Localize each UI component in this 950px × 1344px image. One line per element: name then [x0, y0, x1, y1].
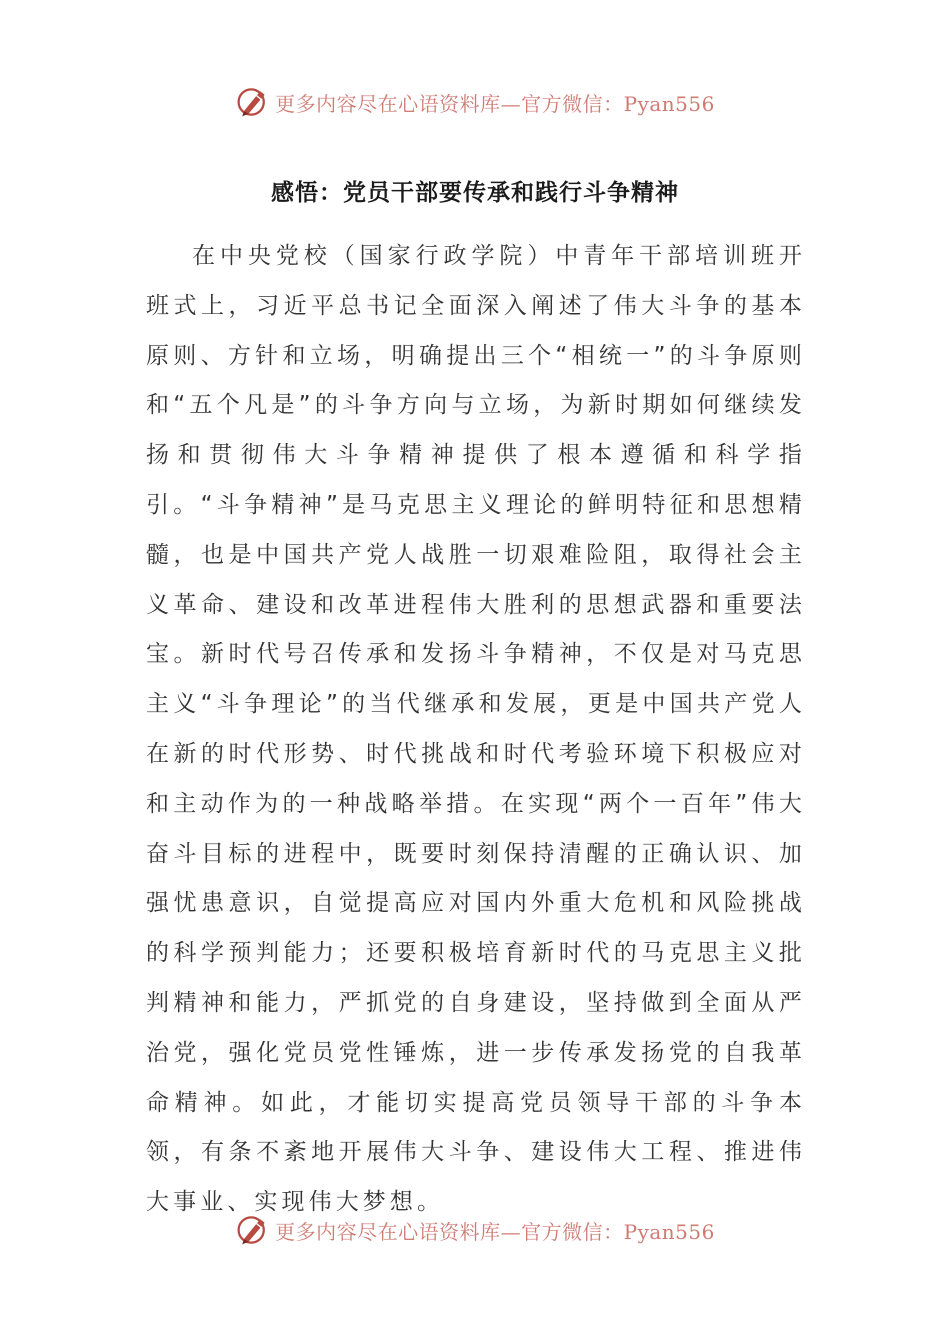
document-title: 感悟：党员干部要传承和践行斗争精神: [271, 180, 679, 206]
header-banner-text: 更多内容尽在心语资料库—官方微信：Pyan556: [275, 91, 715, 116]
footer-banner: [0, 1210, 950, 1250]
pen-logo-icon: [235, 84, 271, 120]
footer-banner-text: 更多内容尽在心语资料库—官方微信：Pyan556: [275, 1219, 715, 1244]
header-banner: [0, 82, 950, 122]
article-body-paragraph: 在中央党校（国家行政学院）中青年干部培训班开班式上，习近平总书记全面深入阐述了伟大斗争的基本原则、方针和立场，明确提出三个“相统一”的斗争原则和“五个凡是”的斗争方向与立场，为新时期如何继续发扬和贯彻伟大斗争精神提供了根本遵循和科学指引。“斗争精神”是马克思主义理论的鲜明特征和思想精髓，也是中国共产党人战胜一切艰难险阻，取得社会主义革命、建设和改革进程伟大胜利的思想武器和重要法宝。新时代号召传承和发扬斗争精神，不仅是对马克思主义“斗争理论”的当代继承和发展，更是中国共产党人在新的时代形势、时代挑战和时代考验环境下积极应对和主动作为的一种战略举措。在实现“两个一百年”伟大奋斗目标的进程中，既要时刻保持清醒的正确认识、加强忧患意识，自觉提高应对国内外重大危机和风险挑战的科学预判能力；还要积极培育新时代的马克思主义批判精神和能力，严抓党的自身建设，坚持做到全面从严治党，强化党员党性锤炼，进一步传承发扬党的自我革命精神。如此，才能切实提高党员领导干部的斗争本领，有条不紊地开展伟大斗争、建设伟大工程、推进伟大事业、实现伟大梦想。: [146, 243, 806, 1216]
pen-logo-icon: [235, 1212, 271, 1248]
